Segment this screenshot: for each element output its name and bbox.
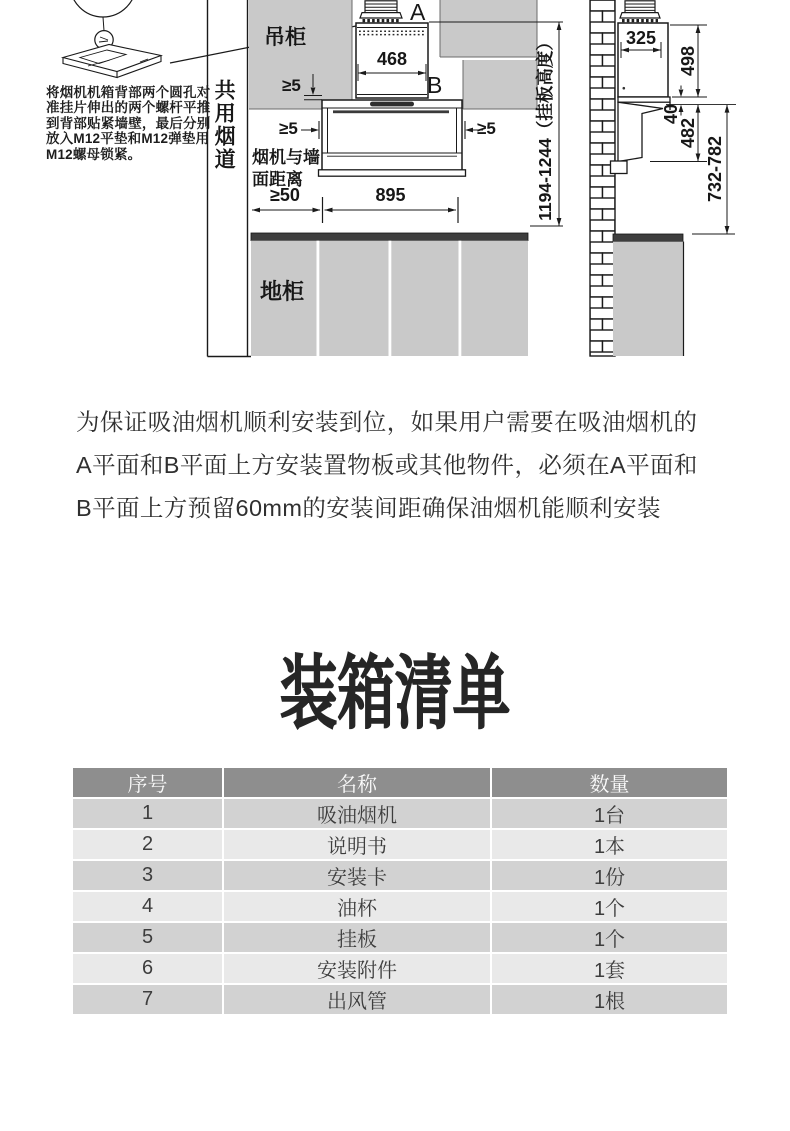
plane-b-label: B — [427, 72, 443, 98]
hood-body — [319, 100, 466, 176]
cell-qty: 1台 — [492, 799, 727, 828]
table-row — [73, 923, 727, 952]
cell-index: 7 — [73, 985, 222, 1014]
exhaust-duct-front — [360, 1, 402, 21]
wall-cabinet-label: 吊柜 — [264, 26, 306, 49]
paragraph-line: 为保证吸油烟机顺利安装到位，如果用户需要在吸油烟机的 — [76, 409, 698, 435]
cell-index: 3 — [73, 861, 222, 890]
table-row — [73, 985, 727, 1014]
dim-hang-height-label: 1194-1244（挂板高度） — [535, 33, 555, 221]
cell-name: 油杯 — [224, 892, 490, 921]
table-row — [73, 830, 727, 859]
base-cabinet-side — [613, 242, 683, 356]
dim-498-label: 498 — [678, 45, 698, 77]
paragraph-line: A平面和B平面上方安装置物板或其他物件，必须在A平面和 — [76, 452, 698, 478]
cell-name: 安装附件 — [224, 954, 490, 983]
table-row — [73, 954, 727, 983]
cell-name: 说明书 — [224, 830, 490, 859]
exhaust-duct-side — [620, 1, 660, 21]
cell-name: 安装卡 — [224, 861, 490, 890]
note-line: 将烟机机箱背部两个圆孔对 — [46, 85, 211, 100]
shared-flue-label: 共用烟道 — [212, 79, 236, 171]
header-qty: 数量 — [492, 768, 727, 797]
cell-index: 4 — [73, 892, 222, 921]
zoom-callout-circle — [70, 0, 136, 17]
dim-468-label: 468 — [376, 49, 408, 69]
cell-index: 5 — [73, 923, 222, 952]
cell-qty: 1根 — [492, 985, 727, 1014]
cell-index: 1 — [73, 799, 222, 828]
wall-distance-label-2: 面距离 — [252, 170, 303, 189]
note-line: 准挂片伸出的两个螺杆平推 — [46, 100, 211, 116]
cell-index: 2 — [73, 830, 222, 859]
note-line: M12螺母锁紧。 — [46, 146, 142, 162]
dim-clear-right-label: ≥5 — [477, 119, 496, 138]
note-line: 到背部贴紧墙壁，最后分别 — [46, 115, 211, 131]
paragraph-line: B平面上方预留60mm的安装间距确保油烟机能顺利安装 — [76, 495, 661, 521]
dim-clear-top-label: ≥5 — [282, 76, 301, 95]
cell-name: 出风管 — [224, 985, 490, 1014]
cell-index: 6 — [73, 954, 222, 983]
cell-name: 挂板 — [224, 923, 490, 952]
base-cabinet-label: 地柜 — [260, 279, 305, 304]
dim-clear-left-label: ≥5 — [279, 119, 298, 138]
dim-325-label: 325 — [625, 28, 657, 48]
cell-qty: 1套 — [492, 954, 727, 983]
table-row — [73, 799, 727, 828]
table-row — [73, 892, 727, 921]
cell-qty: 1个 — [492, 892, 727, 921]
packing-table — [71, 766, 729, 1016]
packing-list-title-text: 装箱清单 — [279, 649, 511, 738]
wall-cabinet-right-upper — [440, 0, 537, 57]
dim-clear-left — [301, 121, 319, 139]
cell-qty: 1份 — [492, 861, 727, 890]
table-header-row — [73, 768, 727, 797]
countertop-side — [613, 234, 683, 242]
header-name: 名称 — [224, 768, 490, 797]
dim-min-wall-label: ≥50 — [270, 185, 300, 205]
countertop — [251, 233, 528, 241]
cell-qty: 1个 — [492, 923, 727, 952]
packing-list-title — [0, 650, 790, 738]
cell-name: 吸油烟机 — [224, 799, 490, 828]
wall-cabinet-right-lower — [463, 60, 537, 109]
brick-wall — [590, 0, 615, 356]
dim-482-label: 482 — [678, 117, 698, 149]
dim-40-label: 40 — [661, 103, 681, 125]
mounting-note — [46, 85, 210, 162]
header-index: 序号 — [73, 768, 222, 797]
plane-a-label: A — [410, 0, 426, 25]
dim-732-782-label: 732-782 — [705, 135, 725, 203]
note-line: 放入M12平垫和M12弹垫用 — [46, 131, 210, 147]
wall-distance-label-1: 烟机与墙 — [252, 148, 320, 167]
dim-895-label: 895 — [375, 185, 406, 205]
cell-qty: 1本 — [492, 830, 727, 859]
table-row — [73, 861, 727, 890]
installation-notice-paragraph — [76, 401, 724, 530]
